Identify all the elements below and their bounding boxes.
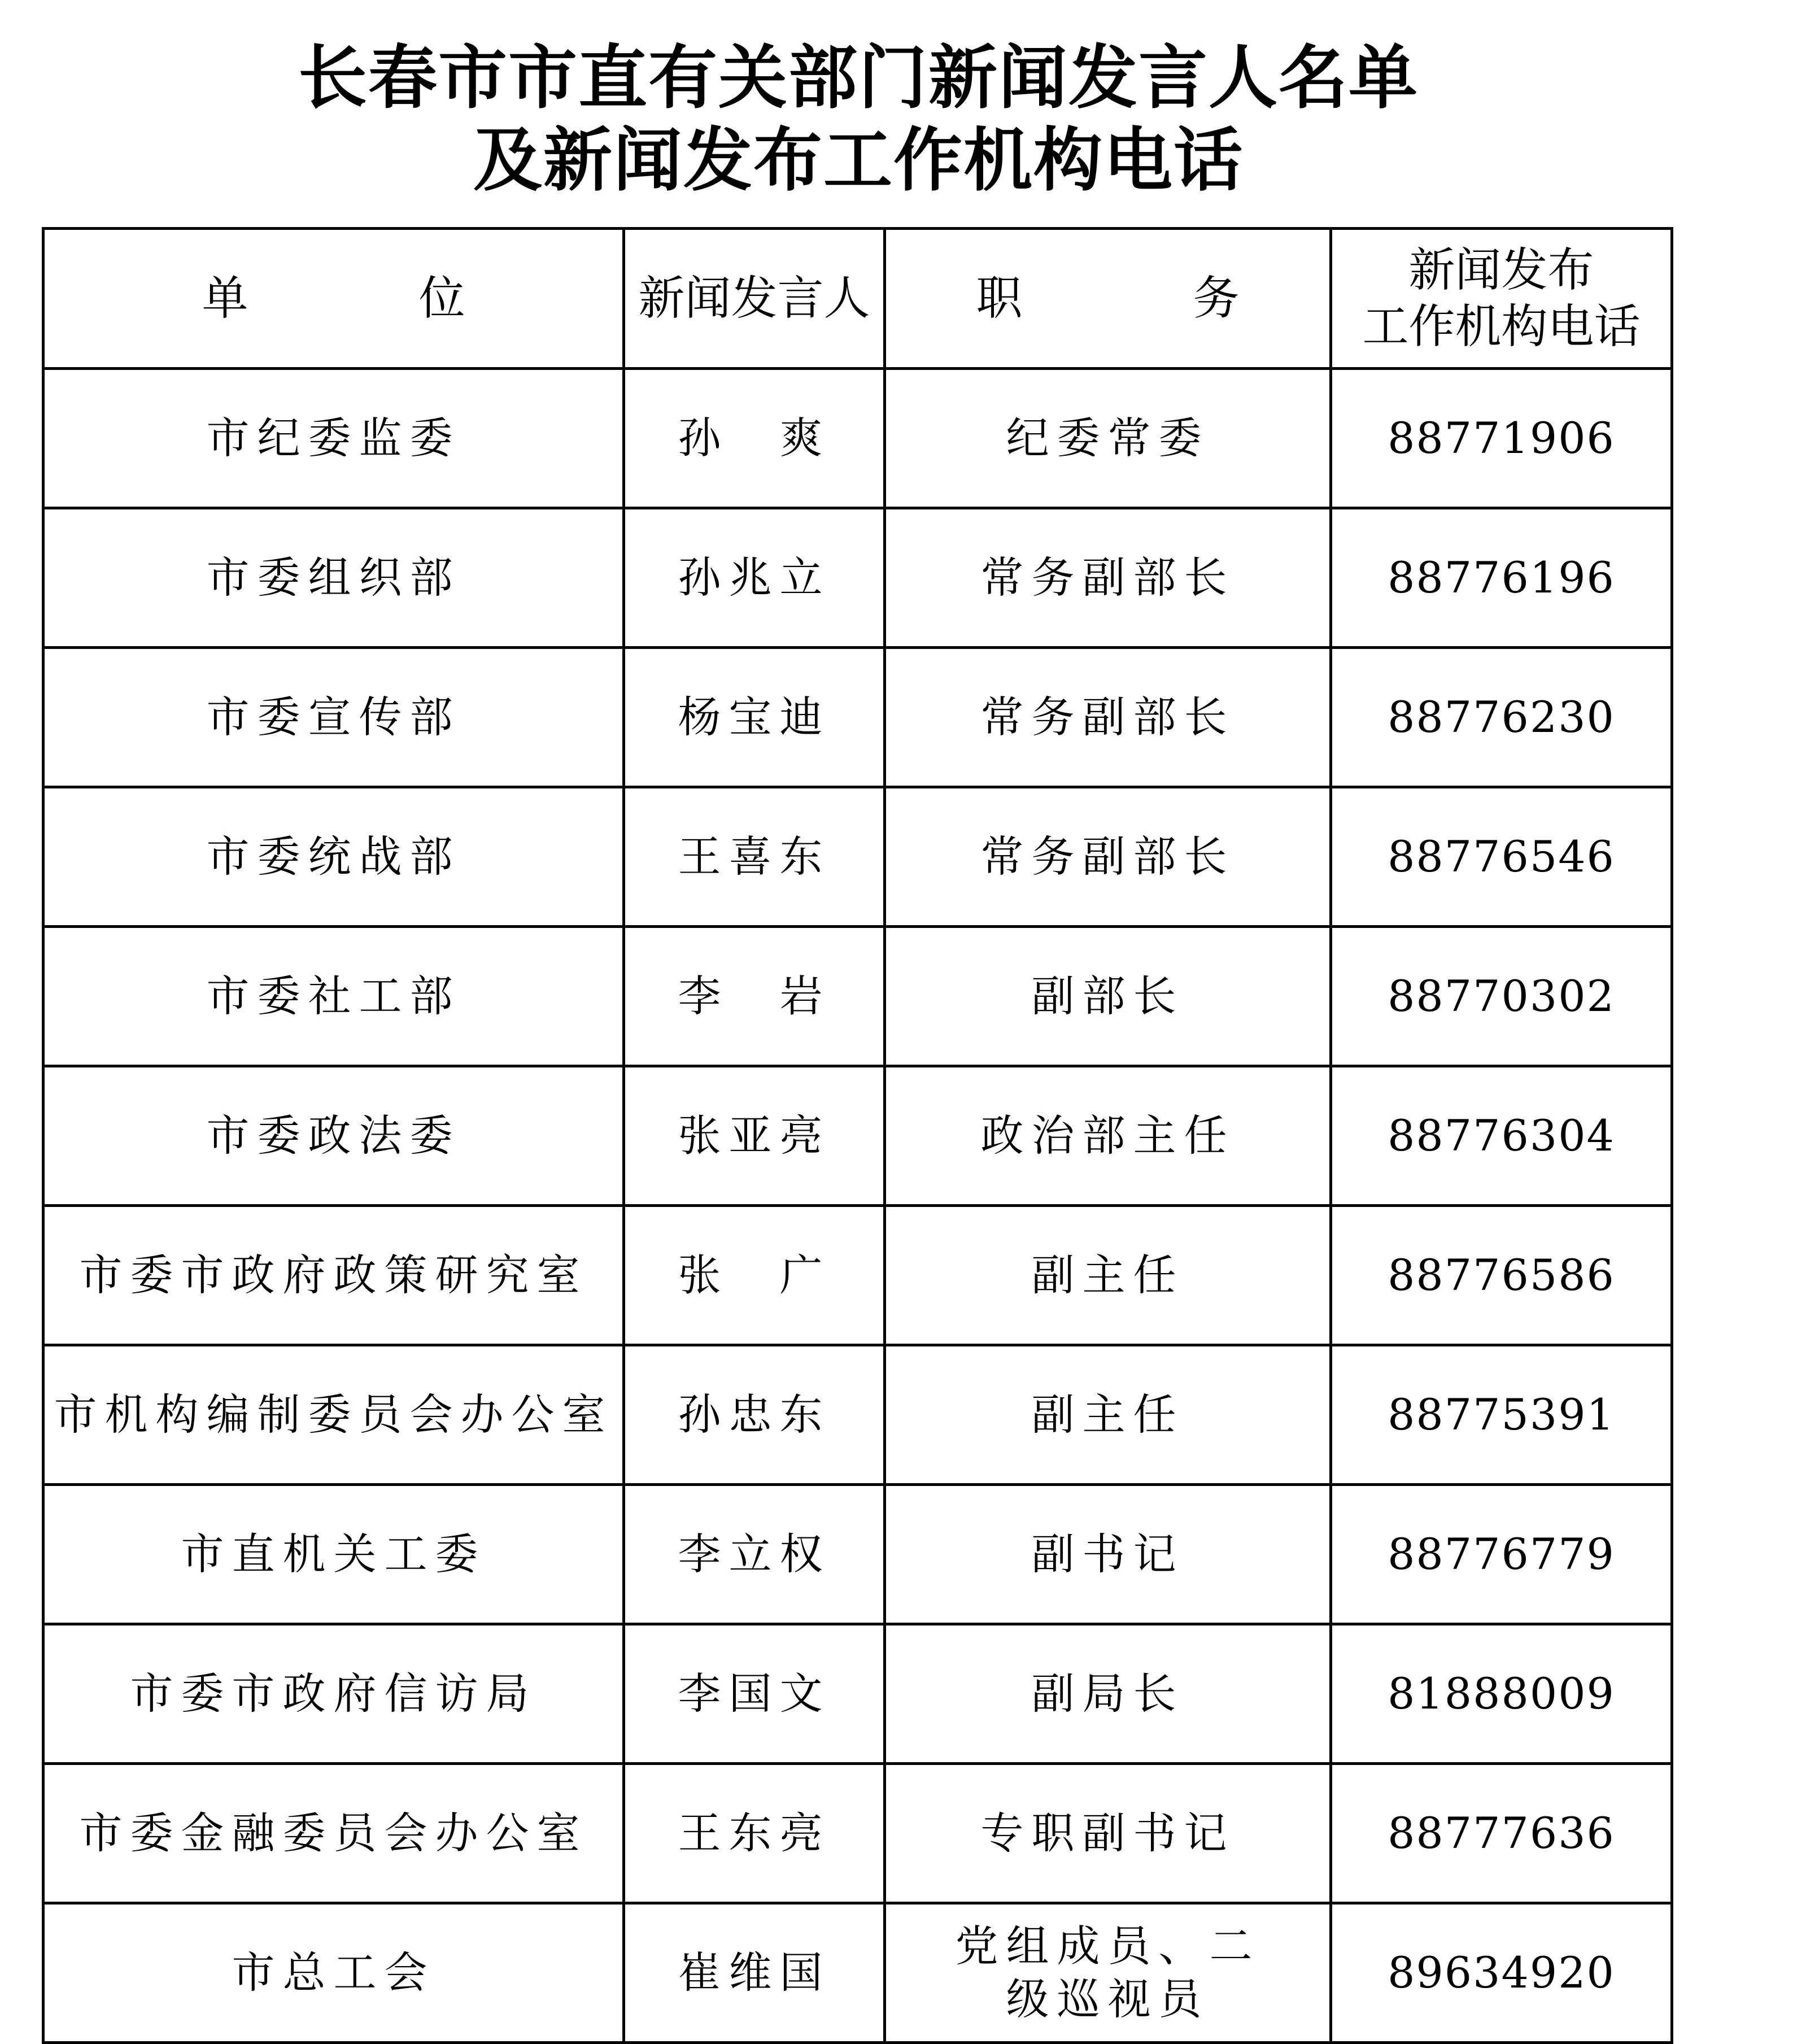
table-row — [43, 927, 1672, 1066]
phone-cell: 88770302 — [1331, 927, 1672, 1066]
header-phone-label-line-2: 工作机构电话 — [1362, 299, 1641, 354]
position-cell: 副局长 — [885, 1624, 1331, 1764]
header-spokesperson — [624, 229, 885, 369]
position-cell: 副主任 — [885, 1206, 1331, 1345]
spokesperson-cell: 张 广 — [624, 1206, 885, 1345]
position-cell: 副书记 — [885, 1485, 1331, 1624]
header-unit — [43, 229, 624, 369]
position-cell: 常务副部长 — [885, 508, 1331, 648]
unit-cell: 市委市政府政策研究室 — [43, 1206, 624, 1345]
spokesperson-cell: 杨宝迪 — [624, 648, 885, 787]
unit-cell: 市委统战部 — [43, 787, 624, 927]
table-row — [43, 1624, 1672, 1764]
phone-cell: 88776230 — [1331, 648, 1672, 787]
unit-cell: 市委市政府信访局 — [43, 1624, 624, 1764]
spokesperson-cell: 崔维国 — [624, 1903, 885, 2043]
table-row — [43, 1206, 1672, 1345]
unit-cell: 市机构编制委员会办公室 — [43, 1345, 624, 1485]
position-cell — [885, 1903, 1331, 2043]
phone-cell: 88777636 — [1331, 1764, 1672, 1903]
header-unit-label: 单 位 — [202, 271, 527, 325]
position-cell: 副部长 — [885, 927, 1331, 1066]
spokesperson-cell: 孙兆立 — [624, 508, 885, 648]
table-row — [43, 369, 1672, 508]
unit-cell: 市直机关工委 — [43, 1485, 624, 1624]
table-row — [43, 648, 1672, 787]
spokesperson-cell: 王东亮 — [624, 1764, 885, 1903]
position-cell: 政治部主任 — [885, 1066, 1331, 1206]
table-row — [43, 1345, 1672, 1485]
document-title-line-2: 及新闻发布工作机构电话 — [473, 120, 1244, 201]
phone-cell: 81888009 — [1331, 1624, 1672, 1764]
spokesperson-cell: 王喜东 — [624, 787, 885, 927]
table-body — [43, 369, 1672, 2043]
spokesperson-cell: 张亚亮 — [624, 1066, 885, 1206]
unit-cell: 市总工会 — [43, 1903, 624, 2043]
unit-cell: 市委金融委员会办公室 — [43, 1764, 624, 1903]
phone-cell: 88776779 — [1331, 1485, 1672, 1624]
phone-cell: 88776196 — [1331, 508, 1672, 648]
position-cell: 常务副部长 — [885, 787, 1331, 927]
unit-cell: 市委宣传部 — [43, 648, 624, 787]
spokesperson-cell: 孙 爽 — [624, 369, 885, 508]
table-row — [43, 1764, 1672, 1903]
phone-cell: 88776586 — [1331, 1206, 1672, 1345]
unit-cell: 市委组织部 — [43, 508, 624, 648]
phone-cell: 88775391 — [1331, 1345, 1672, 1485]
position-cell: 常务副部长 — [885, 648, 1331, 787]
unit-cell: 市委政法委 — [43, 1066, 624, 1206]
table-header-row — [43, 229, 1672, 369]
position-cell: 副主任 — [885, 1345, 1331, 1485]
position-text: 党组成员、二级巡视员 — [955, 1921, 1260, 2024]
position-cell: 纪委常委 — [885, 369, 1331, 508]
unit-cell: 市委社工部 — [43, 927, 624, 1066]
header-position-label: 职 务 — [976, 271, 1302, 325]
spokesperson-table — [42, 227, 1673, 2044]
table-row — [43, 1066, 1672, 1206]
table-row — [43, 508, 1672, 648]
phone-cell: 88771906 — [1331, 369, 1672, 508]
phone-cell: 88776546 — [1331, 787, 1672, 927]
header-phone — [1331, 229, 1672, 369]
spokesperson-cell: 李 岩 — [624, 927, 885, 1066]
document-title-line-1: 长春市市直有关部门新闻发言人名单 — [298, 38, 1419, 118]
phone-cell: 88776304 — [1331, 1066, 1672, 1206]
position-cell: 专职副书记 — [885, 1764, 1331, 1903]
phone-cell: 89634920 — [1331, 1903, 1672, 2043]
unit-cell: 市纪委监委 — [43, 369, 624, 508]
spokesperson-cell: 李立权 — [624, 1485, 885, 1624]
header-position — [885, 229, 1331, 369]
table-row — [43, 787, 1672, 927]
table-row — [43, 1485, 1672, 1624]
header-phone-label-line-1: 新闻发布 — [1408, 243, 1594, 297]
header-spokesperson-label: 新闻发言人 — [638, 271, 870, 325]
spokesperson-cell: 李国文 — [624, 1624, 885, 1764]
table-row — [43, 1903, 1672, 2043]
spokesperson-cell: 孙忠东 — [624, 1345, 885, 1485]
